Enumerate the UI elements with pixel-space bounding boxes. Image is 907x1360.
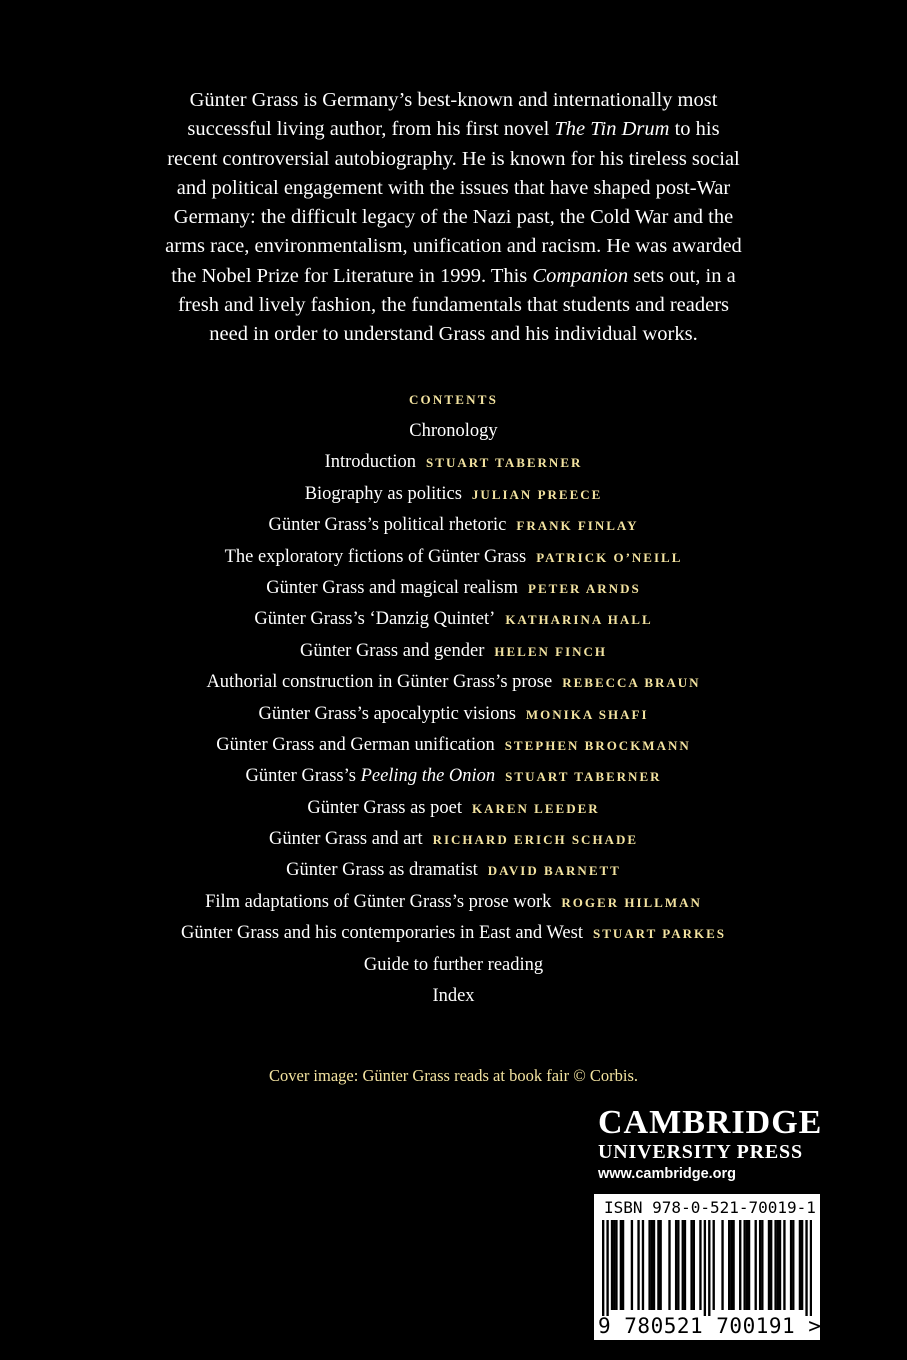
chapter-author: STUART TABERNER bbox=[426, 455, 583, 471]
barcode-bar bbox=[704, 1220, 706, 1316]
publisher-url: www.cambridge.org bbox=[598, 1166, 737, 1182]
chapter-title bbox=[216, 735, 494, 755]
barcode-bar bbox=[682, 1220, 684, 1310]
chapter-author: STEPHEN BROCKMANN bbox=[504, 737, 691, 753]
chapter-title-text: Film adaptations of Günter Grass’s prose work bbox=[205, 891, 552, 912]
barcode-bar bbox=[721, 1220, 723, 1310]
barcode-bar bbox=[810, 1220, 812, 1316]
barcode-bar bbox=[611, 1220, 613, 1310]
barcode-bar bbox=[728, 1220, 730, 1310]
contents-item bbox=[0, 855, 907, 886]
contents-item bbox=[0, 730, 907, 761]
chapter-title bbox=[269, 829, 423, 849]
blurb-text: fresh and lively fashion, the fundamentals that students and readers bbox=[177, 294, 730, 317]
contents-item bbox=[0, 416, 907, 447]
blurb-line bbox=[120, 262, 787, 291]
chapter-author: DAVID BARNETT bbox=[487, 863, 621, 879]
chapter-title-text: Günter Grass and gender bbox=[299, 640, 485, 661]
barcode-bar bbox=[615, 1220, 617, 1310]
chapter-title bbox=[300, 641, 484, 661]
blurb-line bbox=[120, 174, 787, 203]
chapter-title-text: Günter Grass’s bbox=[245, 766, 361, 787]
barcode-bar bbox=[613, 1220, 615, 1310]
chapter-title bbox=[409, 421, 497, 441]
barcode-bar bbox=[659, 1220, 661, 1310]
chapter-title bbox=[254, 609, 495, 629]
publisher-logo bbox=[598, 1105, 838, 1185]
barcode-bar bbox=[761, 1220, 763, 1310]
chapter-title-text: Chronology bbox=[409, 421, 498, 441]
chapter-title-text: Biography as politics bbox=[304, 483, 462, 504]
chapter-title bbox=[245, 766, 495, 786]
blurb-text: recent controversial autobiography. He is known for his tireless social bbox=[167, 147, 740, 170]
cover-image-credit: Cover image: Günter Grass reads at book fair © Corbis. bbox=[268, 1066, 639, 1085]
chapter-title bbox=[205, 892, 551, 912]
chapter-author: PETER ARNDS bbox=[528, 580, 641, 596]
barcode-bar bbox=[770, 1220, 772, 1310]
chapter-title-text: Günter Grass and German unification bbox=[216, 734, 495, 755]
chapter-title-text: Index bbox=[432, 986, 475, 1007]
chapter-title-text: Günter Grass as dramatist bbox=[286, 860, 478, 881]
chapter-title bbox=[206, 672, 552, 692]
isbn-number: ISBN 978-0-521-70019-1 bbox=[604, 1198, 816, 1217]
barcode-bar bbox=[792, 1220, 794, 1310]
blurb-line bbox=[120, 115, 787, 144]
blurb-line bbox=[120, 145, 787, 174]
chapter-title-text: Introduction bbox=[324, 452, 417, 473]
blurb-text: Günter Grass is Germany’s best-known and internationally most bbox=[189, 89, 718, 111]
barcode-bar bbox=[799, 1220, 801, 1310]
barcode-bar bbox=[642, 1220, 644, 1310]
contents-item bbox=[0, 950, 907, 981]
barcode-bar bbox=[622, 1220, 624, 1310]
publisher-subname: UNIVERSITY PRESS bbox=[598, 1141, 803, 1163]
publisher-name: CAMBRIDGE bbox=[598, 1104, 823, 1141]
barcode-bar bbox=[668, 1220, 670, 1310]
contents-item bbox=[0, 636, 907, 667]
chapter-title-text: Günter Grass and magical realism bbox=[266, 577, 519, 598]
blurb-line bbox=[120, 86, 787, 115]
barcode-bar bbox=[790, 1220, 792, 1310]
isbn-barcode bbox=[594, 1194, 820, 1340]
chapter-author: JULIAN PREECE bbox=[471, 486, 603, 502]
chapter-title bbox=[432, 986, 474, 1006]
barcode-bar bbox=[699, 1220, 701, 1310]
chapter-author: HELEN FINCH bbox=[494, 643, 608, 659]
chapter-title bbox=[364, 955, 543, 975]
barcode-bar bbox=[748, 1220, 750, 1310]
chapter-author: REBECCA BRAUN bbox=[562, 675, 701, 691]
contents-item bbox=[0, 604, 907, 635]
contents-item bbox=[0, 510, 907, 541]
barcode-bar bbox=[637, 1220, 639, 1310]
barcode-bar bbox=[708, 1220, 710, 1316]
chapter-author: FRANK FINLAY bbox=[516, 518, 639, 534]
blurb-line bbox=[120, 232, 787, 261]
chapter-author: RICHARD ERICH SCHADE bbox=[432, 832, 639, 848]
barcode-bar bbox=[730, 1220, 732, 1310]
barcode-bar bbox=[693, 1220, 695, 1310]
blurb-text: need in order to understand Grass and his individual works. bbox=[209, 323, 698, 346]
contents-item bbox=[0, 887, 907, 918]
contents-item bbox=[0, 699, 907, 730]
barcode-bar bbox=[739, 1220, 741, 1310]
barcode-bar bbox=[779, 1220, 781, 1310]
chapter-author: STUART PARKES bbox=[592, 926, 727, 942]
blurb-text: Germany: the difficult legacy of the Nazi past, the Cold War and the bbox=[173, 206, 734, 229]
chapter-title-text: Günter Grass and his contemporaries in East and West bbox=[180, 923, 583, 944]
barcode-bar bbox=[651, 1220, 653, 1310]
blurb-italic-title: The Tin Drum bbox=[554, 118, 670, 141]
chapter-title bbox=[181, 923, 583, 943]
chapter-title-text: Günter Grass’s political rhetoric bbox=[268, 515, 507, 536]
chapter-title-text: Authorial construction in Günter Grass’s prose bbox=[206, 672, 553, 693]
barcode-bar bbox=[606, 1220, 608, 1316]
barcode-bar bbox=[684, 1220, 686, 1310]
barcode-bar bbox=[805, 1220, 807, 1316]
blurb-text: arms race, environmentalism, unification and racism. He was awarded bbox=[165, 235, 742, 258]
contents-item bbox=[0, 824, 907, 855]
blurb-line bbox=[120, 203, 787, 232]
contents-item bbox=[0, 542, 907, 573]
barcode-bar bbox=[768, 1220, 770, 1310]
chapter-title bbox=[325, 452, 416, 472]
contents-item bbox=[0, 918, 907, 949]
contents-item bbox=[0, 479, 907, 510]
barcode-bar bbox=[631, 1220, 633, 1310]
chapter-author: PATRICK O’NEILL bbox=[536, 549, 683, 565]
barcode-bar bbox=[602, 1220, 604, 1316]
barcode-bar bbox=[653, 1220, 655, 1310]
chapter-title-text: Guide to further reading bbox=[363, 954, 544, 975]
blurb-line bbox=[120, 291, 787, 320]
barcode-bar bbox=[774, 1220, 776, 1310]
table-of-contents bbox=[0, 416, 907, 1012]
contents-heading: CONTENTS bbox=[408, 392, 499, 407]
chapter-author: MONIKA SHAFI bbox=[525, 706, 649, 722]
chapter-title bbox=[286, 860, 478, 880]
chapter-title-text: Günter Grass and art bbox=[268, 829, 423, 850]
chapter-author: KAREN LEEDER bbox=[471, 800, 600, 816]
barcode-bar bbox=[675, 1220, 677, 1310]
barcode-bar bbox=[657, 1220, 659, 1310]
barcode-bar bbox=[620, 1220, 622, 1310]
blurb-italic-title: Companion bbox=[532, 264, 629, 287]
barcode-bar bbox=[743, 1220, 745, 1310]
blurb-text: sets out, in a bbox=[628, 264, 736, 287]
chapter-author: ROGER HILLMAN bbox=[561, 894, 702, 910]
contents-item bbox=[0, 793, 907, 824]
contents-item bbox=[0, 667, 907, 698]
barcode-bar bbox=[755, 1220, 757, 1310]
contents-item bbox=[0, 573, 907, 604]
ean-number: 9 780521 700191 > bbox=[598, 1314, 822, 1338]
barcode-bar bbox=[648, 1220, 650, 1310]
contents-item bbox=[0, 447, 907, 478]
blurb-text: the Nobel Prize for Literature in 1999. This bbox=[171, 264, 533, 287]
chapter-title bbox=[225, 547, 527, 567]
contents-item bbox=[0, 761, 907, 792]
back-cover-blurb bbox=[120, 86, 787, 350]
chapter-title-text: Günter Grass’s ‘Danzig Quintet’ bbox=[254, 609, 496, 630]
chapter-title-text: Günter Grass as poet bbox=[307, 797, 462, 818]
barcode-bar bbox=[677, 1220, 679, 1310]
barcode-bar bbox=[777, 1220, 779, 1310]
blurb-line bbox=[120, 320, 787, 349]
barcode-bar bbox=[732, 1220, 734, 1310]
barcode-bar bbox=[783, 1220, 785, 1310]
barcode-bar bbox=[759, 1220, 761, 1310]
chapter-title-text: Günter Grass’s apocalyptic visions bbox=[258, 703, 516, 724]
barcode-bar bbox=[801, 1220, 803, 1310]
barcode-bars bbox=[602, 1220, 812, 1316]
chapter-author: KATHARINA HALL bbox=[505, 612, 653, 628]
chapter-author: STUART TABERNER bbox=[505, 769, 662, 785]
barcode-bar bbox=[690, 1220, 692, 1310]
barcode-bar bbox=[746, 1220, 748, 1310]
chapter-title bbox=[305, 484, 462, 504]
chapter-title bbox=[266, 578, 518, 598]
chapter-title bbox=[307, 798, 462, 818]
barcode-bar bbox=[713, 1220, 715, 1310]
chapter-title bbox=[269, 515, 507, 535]
chapter-title bbox=[258, 704, 515, 724]
contents-item bbox=[0, 981, 907, 1012]
blurb-text: successful living author, from his first novel bbox=[187, 118, 555, 141]
blurb-text: to his bbox=[669, 118, 720, 141]
chapter-title-text: The exploratory fictions of Günter Grass bbox=[224, 546, 527, 567]
chapter-title-italic: Peeling the Onion bbox=[360, 766, 496, 787]
blurb-text: and political engagement with the issues that have shaped post-War bbox=[176, 176, 731, 199]
